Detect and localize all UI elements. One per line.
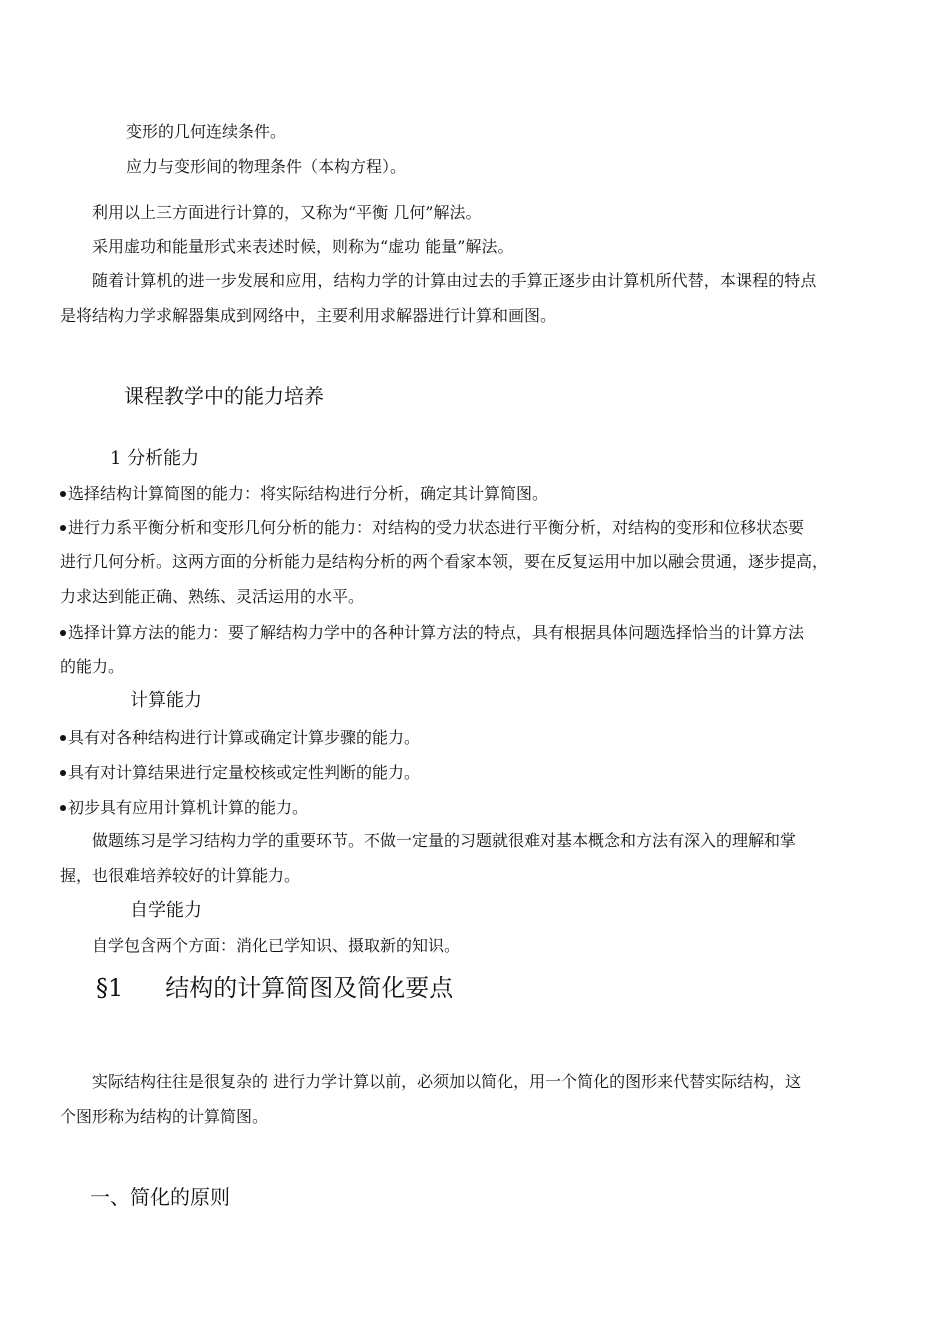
section-title: 结构的计算简图及简化要点 [165,974,454,1002]
list-item-text: 选择结构计算简图的能力：将实际结构进行分析，确定其计算简图。 [68,484,549,503]
bullet-icon [60,630,66,636]
text-line: 随着计算机的进一步发展和应用，结构力学的计算由过去的手算正逐步由计算机所代替，本课程的特点 [92,271,817,290]
text-line: 个图形称为结构的计算简图。 [60,1107,269,1126]
text-line: 自学包含两个方面：消化已学知识、摄取新的知识。 [92,936,461,955]
list-item [60,763,420,783]
section-number: §1 [96,974,124,1002]
subsection-heading: 1 分析能力 [110,448,200,469]
text-line: 做题练习是学习结构力学的重要环节。不做一定量的习题就很难对基本概念和方法有深入的理解和掌 [92,831,797,850]
list-item [60,623,804,643]
text-line: 进行几何分析。这两方面的分析能力是结构分析的两个看家本领，要在反复运用中加以融会贯通，逐步提高， [60,552,829,571]
text-line: 是将结构力学求解器集成到网络中，主要利用求解器进行计算和画图。 [60,306,557,325]
text-line: 变形的几何连续条件。 [126,122,287,141]
list-item-text: 初步具有应用计算机计算的能力。 [68,798,309,817]
list-item [60,798,308,818]
section-heading: 课程教学中的能力培养 [124,384,324,408]
text-line: 应力与变形间的物理条件（本构方程）。 [126,157,407,176]
list-item [60,484,548,504]
text-line: 的能力。 [60,657,125,676]
text-line: 实际结构往往是很复杂的 进行力学计算以前，必须加以简化，用一个简化的图形来代替实际结构，这 [92,1072,802,1091]
bullet-icon [60,525,66,531]
list-item-text: 进行力系平衡分析和变形几何分析的能力：对结构的受力状态进行平衡分析，对结构的变形和位移状态要 [68,518,805,537]
text-line: 力求达到能正确、熟练、灵活运用的水平。 [60,587,365,606]
subsection-heading: 计算能力 [130,690,202,711]
bullet-icon [60,735,66,741]
list-item-text: 具有对各种结构进行计算或确定计算步骤的能力。 [68,728,421,747]
text-line: 采用虚功和能量形式来表述时候，则称为“虚功 能量”解法。 [92,237,514,256]
subsection-heading: 自学能力 [130,900,202,921]
text-line: 利用以上三方面进行计算的，又称为“平衡 几何”解法。 [92,203,482,222]
chapter-heading [96,973,453,1003]
text-line: 握，也很难培养较好的计算能力。 [60,866,301,885]
bullet-icon [60,805,66,811]
section-heading: 一、简化的原则 [90,1185,230,1209]
list-item-text: 选择计算方法的能力：要了解结构力学中的各种计算方法的特点，具有根据具体问题选择恰当的计算方法 [68,623,805,642]
list-item [60,518,804,538]
bullet-icon [60,770,66,776]
bullet-icon [60,491,66,497]
list-item [60,728,420,748]
list-item-text: 具有对计算结果进行定量校核或定性判断的能力。 [68,763,421,782]
